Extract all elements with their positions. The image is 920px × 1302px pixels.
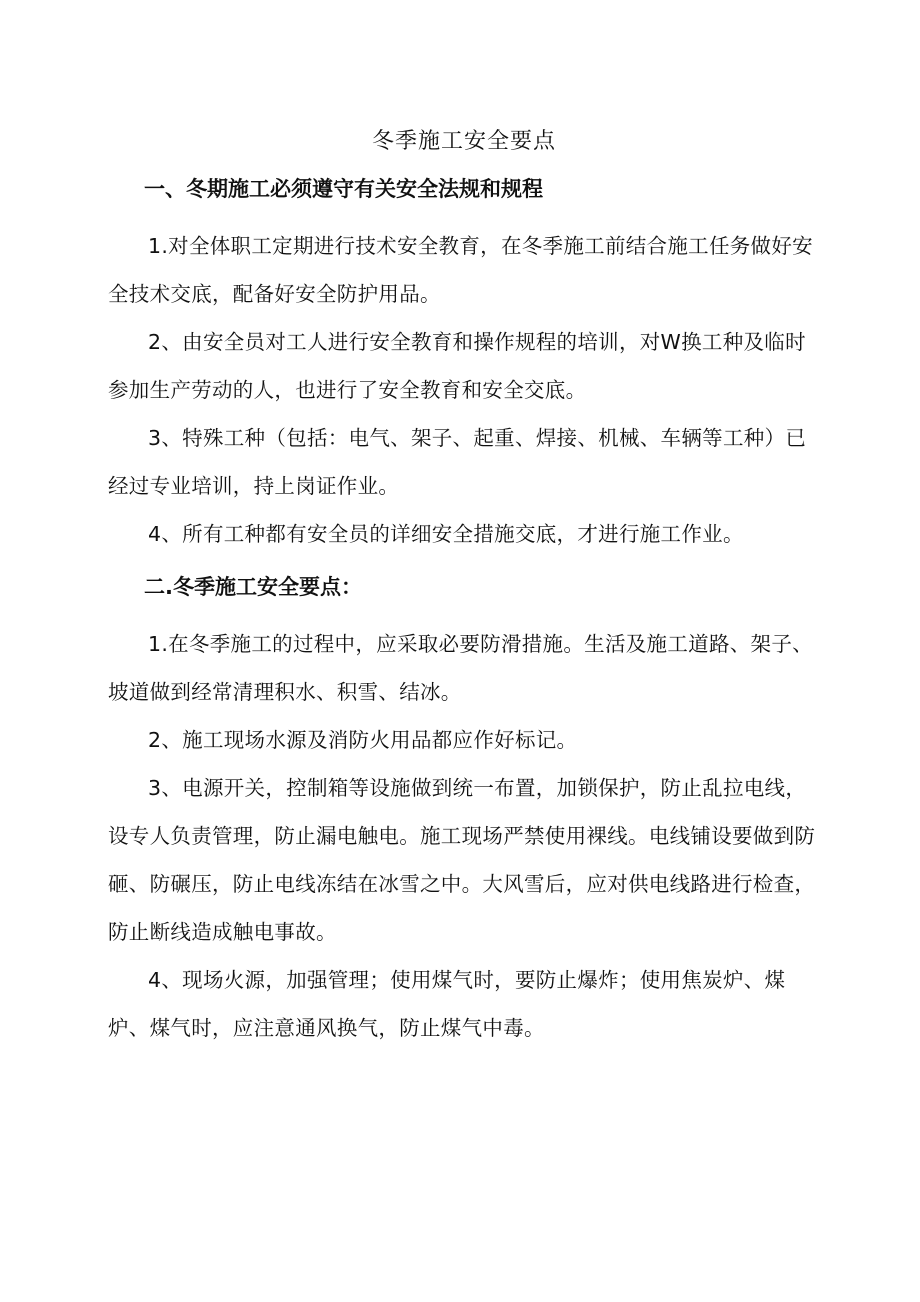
paragraph: 2、由安全员对工人进行安全教育和操作规程的培训，对W换工种及临时参加生产劳动的人，也进行了安全教育和安全交底。 xyxy=(108,330,806,402)
section-heading: 一、冬期施工必须遵守有关安全法规和规程 xyxy=(144,177,543,201)
paragraph: 2、施工现场水源及消防火用品都应作好标记。 xyxy=(148,728,578,752)
section-2 xyxy=(108,572,820,1052)
paragraph: 4、所有工种都有安全员的详细安全措施交底，才进行施工作业。 xyxy=(148,522,744,546)
paragraph: 3、电源开关，控制箱等设施做到统一布置，加锁保护，防止乱拉电线，设专人负责管理，防止漏电触电。施工现场严禁使用裸线。电线铺设要做到防砸、防碾压，防止电线冻结在冰雪之中。大风雪后，应对供电线路进行检查，防止断线造成触电事故。 xyxy=(108,776,816,944)
section-1 xyxy=(108,174,820,558)
document-title: 冬季施工安全要点 xyxy=(371,129,556,154)
paragraph: 3、特殊工种（包括：电气、架子、起重、焊接、机械、车辆等工种）已经过专业培训，持上岗证作业。 xyxy=(108,426,807,498)
document-page xyxy=(108,122,820,1052)
section-heading: 二.冬季施工安全要点： xyxy=(144,575,362,599)
paragraph: 1.对全体职工定期进行技术安全教育，在冬季施工前结合施工任务做好安全技术交底，配备好安全防护用品。 xyxy=(108,234,813,306)
paragraph: 1.在冬季施工的过程中，应采取必要防滑措施。生活及施工道路、架子、坡道做到经常清理积水、积雪、结冰。 xyxy=(108,632,813,704)
paragraph: 4、现场火源，加强管理；使用煤气时，要防止爆炸；使用焦炭炉、煤炉、煤气时，应注意通风换气，防止煤气中毒。 xyxy=(108,968,786,1040)
